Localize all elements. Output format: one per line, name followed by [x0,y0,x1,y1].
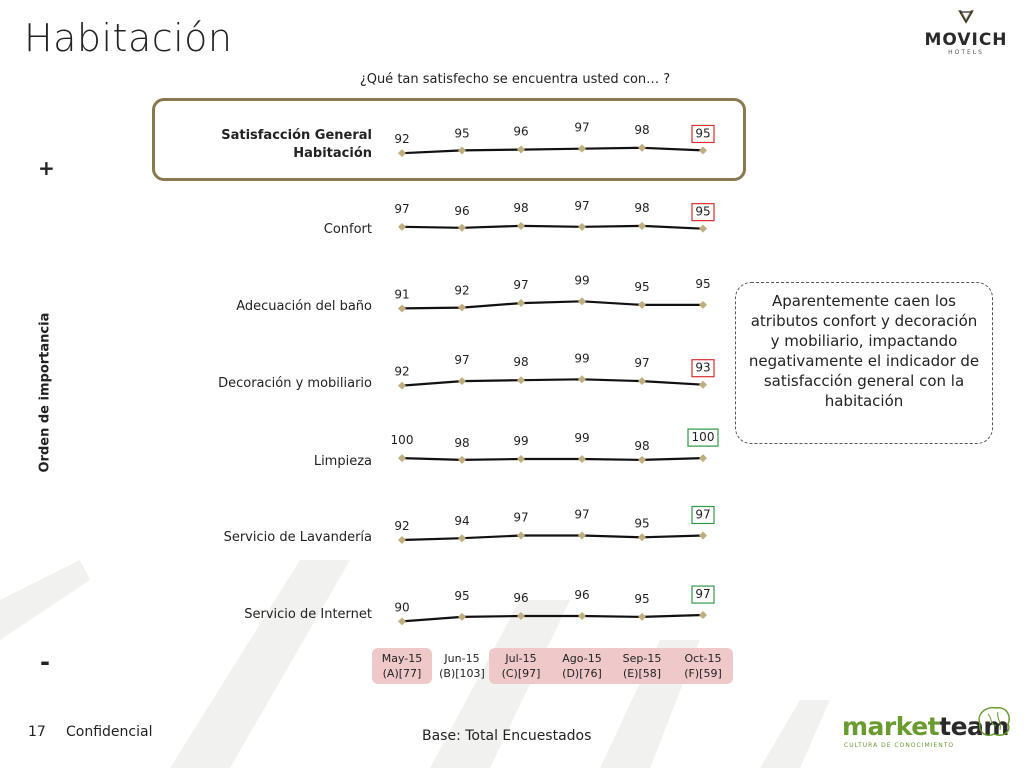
month-base: (C)[97] [501,667,541,680]
marketteam-logo [842,704,1012,754]
data-label: 97 [513,278,529,293]
data-label: 97 [513,510,529,525]
data-point [578,375,586,383]
data-point [458,377,466,385]
month-name: Oct-15 [684,652,722,665]
data-point [458,304,466,312]
data-label: 100 [390,433,414,448]
month-label [493,651,549,681]
row-label-line1: Satisfacción General [221,128,372,143]
data-point [638,613,646,621]
series-line [402,226,703,229]
data-label: 97 [454,353,470,368]
logo-sub-text: CULTURA DE CONOCIMIENTO [844,742,955,749]
data-point [578,297,586,305]
data-label: 92 [454,283,470,298]
data-point [458,456,466,464]
month-label [614,651,670,681]
data-point [699,532,707,540]
data-label: 99 [574,431,590,445]
data-label: 97 [574,198,590,213]
month-name: Ago-15 [562,652,602,665]
month-base: (D)[76] [562,667,602,680]
data-label: 95 [454,588,470,603]
page-title: Habitación [24,16,233,60]
month-name: Jun-15 [444,652,480,665]
row-label-limpieza: Limpieza [313,454,372,469]
data-label: 95 [454,126,470,141]
base-note: Base: Total Encuestados [422,728,592,744]
data-point [699,381,707,389]
row-label-adecuacion: Adecuación del baño [236,299,372,314]
data-point [458,146,466,154]
data-label: 98 [634,438,650,453]
data-label: 96 [574,587,590,602]
logo-team-text: team [939,712,1009,741]
data-point [517,612,525,620]
data-label: 92 [394,132,410,147]
data-label: 99 [574,273,590,288]
data-label: 90 [394,600,410,615]
series-line [402,536,703,541]
data-point [398,304,406,312]
series-line [402,458,703,460]
data-point [638,377,646,385]
chart-question: ¿Qué tan satisfecho se encuentra usted con… ? [359,72,671,87]
data-point [517,376,525,384]
data-point [517,146,525,154]
page-number: 17 [28,724,46,740]
series-line [402,615,703,621]
data-point [699,225,707,233]
data-point [699,454,707,462]
data-point [578,455,586,463]
month-base: (A)[77] [382,667,422,680]
data-label: 98 [634,200,650,215]
data-label: 95 [634,591,650,606]
data-point [578,223,586,231]
data-label: 97 [695,587,711,602]
data-label: 91 [394,287,410,302]
month-base: (F)[59] [684,667,722,680]
data-label: 93 [695,360,711,375]
data-label: 99 [513,434,529,448]
data-label: 97 [634,356,650,371]
logo-market-text: market [842,712,940,741]
row-label-lavanderia: Servicio de Lavandería [223,530,372,545]
data-point [638,456,646,464]
month-base: (B)[103] [439,667,485,680]
month-name: Jul-15 [505,652,537,665]
data-label: 97 [574,120,590,135]
data-label: 94 [454,514,470,529]
month-label [675,651,731,681]
minus-sign: - [40,648,50,676]
data-label: 92 [394,364,410,379]
series-line [402,301,703,308]
brand-name: MOVICH [924,30,1008,50]
month-label [434,651,490,681]
series-line [402,379,703,385]
data-label: 98 [513,355,529,370]
data-point [638,301,646,309]
data-label: 97 [394,201,410,216]
data-label: 99 [574,351,590,366]
data-point [638,222,646,230]
data-point [699,146,707,154]
data-label: 95 [695,204,711,219]
data-point [517,455,525,463]
row-label-decoracion: Decoración y mobiliario [218,376,372,391]
confidential-label: Confidencial [66,724,153,740]
data-label: 96 [513,590,529,605]
plus-sign: + [38,156,55,180]
month-label [374,651,430,681]
brain-icon [974,704,1014,740]
month-base: (E)[58] [622,667,662,680]
data-label: 92 [394,519,410,533]
data-point [578,145,586,153]
data-point [398,382,406,390]
data-point [398,223,406,231]
data-point [699,301,707,309]
month-name: May-15 [381,652,423,665]
data-point [517,532,525,540]
data-point [699,611,707,619]
insight-note: Aparentemente caen los atributos confort y decoración y mobiliario, impactando negativamente el indicador de satisfacción general con la habitación [735,282,993,444]
data-label: 98 [513,200,529,215]
data-point [398,536,406,544]
month-label [554,651,610,681]
row-label-internet: Servicio de Internet [244,607,372,622]
data-label: 98 [454,435,470,450]
data-label: 95 [695,276,711,291]
data-point [398,617,406,625]
data-point [398,454,406,462]
series-line [402,148,703,153]
brand-sub: HOTELS [948,49,984,56]
data-point [578,532,586,540]
data-label: 95 [695,126,711,141]
row-label-line2: Habitación [293,146,372,161]
data-label: 98 [634,122,650,137]
data-point [638,533,646,541]
data-point [517,299,525,307]
data-point [458,224,466,232]
row-label-confort: Confort [323,222,372,237]
data-label: 96 [513,124,529,139]
data-label: 100 [691,430,715,445]
data-label: 96 [454,203,470,218]
importance-axis-label: Orden de importancia [37,312,53,473]
data-point [578,612,586,620]
data-label: 97 [574,507,590,522]
data-point [638,144,646,152]
data-label: 95 [634,516,650,531]
data-point [398,149,406,157]
data-point [458,534,466,542]
data-point [458,613,466,621]
data-label: 95 [634,279,650,294]
data-label: 97 [695,507,711,522]
data-point [517,222,525,230]
month-name: Sep-15 [622,652,662,665]
